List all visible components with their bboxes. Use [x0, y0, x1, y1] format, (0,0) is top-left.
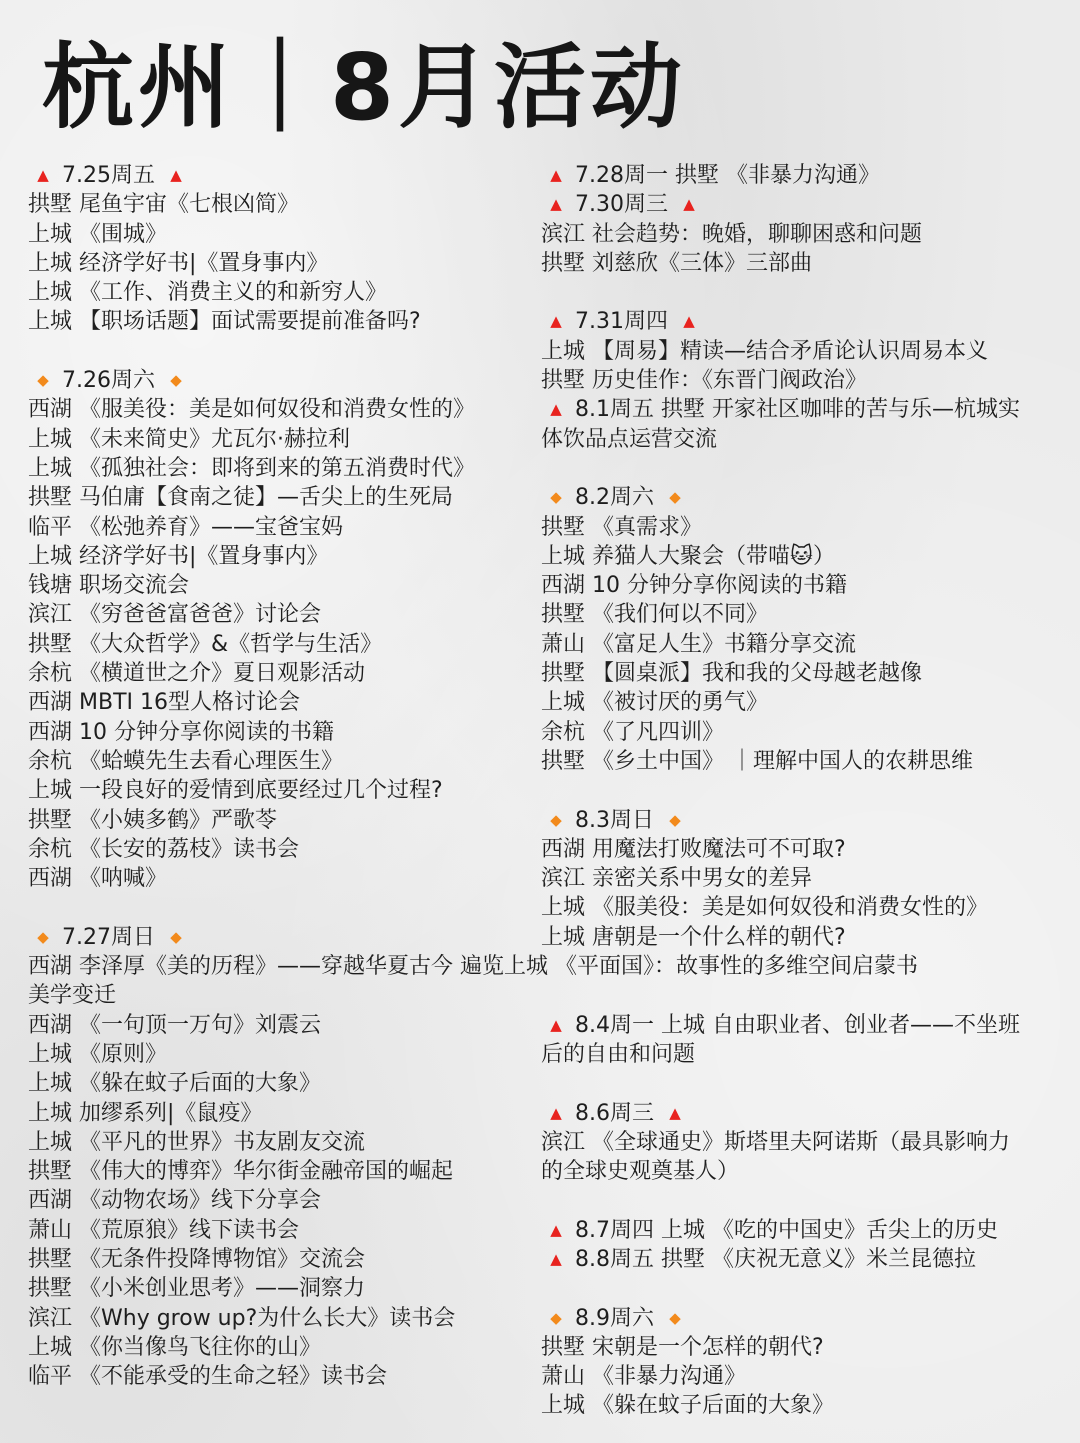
event-item: 上城 经济学好书|《置身事内》	[28, 543, 329, 569]
triangle-icon: ▲	[669, 1103, 681, 1122]
event-item: 上城 加缪系列|《鼠疫》	[28, 1100, 263, 1126]
event-item: 滨江 《穷爸爸富爸爸》讨论会	[28, 602, 321, 628]
diamond-icon: ◆	[37, 927, 49, 946]
triangle-icon: ▲	[550, 1249, 562, 1268]
date-header	[541, 161, 1061, 190]
event-item: 8.1周五 拱墅 开家社区咖啡的苦与乐—杭城实	[575, 397, 1020, 423]
date-label: 7.25周五	[62, 163, 155, 188]
event-item: 上城 《孤独社会：即将到来的第五消费时代》	[28, 455, 475, 481]
event-item: 西湖 用魔法打败魔法可不可取?	[541, 836, 846, 862]
event-item: 上城 《躲在蚊子后面的大象》	[541, 1393, 834, 1419]
event-item: 后的自由和问题	[541, 1041, 696, 1067]
triangle-icon: ▲	[550, 195, 562, 214]
diamond-icon: ◆	[37, 371, 49, 390]
event-item: 上城 一段良好的爱情到底要经过几个过程?	[28, 778, 443, 804]
event-item: 余杭 《长安的荔枝》读书会	[28, 836, 299, 862]
date-header	[28, 923, 540, 952]
event-item: 拱墅 《我们何以不同》	[541, 602, 768, 628]
date-header	[28, 366, 540, 395]
event-item: 上城 《服美役：美是如何奴役和消费女性的》	[541, 895, 988, 921]
event-list	[541, 1128, 1061, 1187]
event-item: 临平 《不能承受的生命之轻》读书会	[28, 1364, 387, 1390]
date-header	[541, 1304, 1061, 1333]
event-item: 钱塘 职场交流会	[28, 573, 189, 599]
event-item: 上城 《被讨厌的勇气》	[541, 690, 768, 716]
event-item: 上城 《平凡的世界》书友剧友交流	[28, 1129, 365, 1155]
event-item: 上城 《围城》	[28, 221, 167, 247]
event-item: 8.8周五 拱墅 《庆祝无意义》米兰昆德拉	[575, 1246, 976, 1272]
event-item: 西湖 《动物农场》线下分享会	[28, 1188, 321, 1214]
event-item: 拱墅 宋朝是一个怎样的朝代?	[541, 1334, 824, 1360]
event-item: 拱墅 【圆桌派】我和我的父母越老越像	[541, 661, 922, 687]
triangle-icon: ▲	[550, 312, 562, 331]
event-item: 拱墅 《小姨多鹤》严歌苓	[28, 807, 277, 833]
event-item: 上城 《躲在蚊子后面的大象》	[28, 1071, 321, 1097]
event-item: 上城 《未来简史》尤瓦尔·赫拉利	[28, 426, 350, 452]
event-item: 余杭 《蛤蟆先生去看心理医生》	[28, 748, 343, 774]
date-header	[541, 483, 1061, 512]
date-label: 8.2周六	[575, 485, 654, 511]
diamond-icon: ◆	[170, 927, 182, 946]
event-item: 上城 《你当像鸟飞往你的山》	[28, 1334, 321, 1360]
event-item: 西湖 MBTI 16型人格讨论会	[28, 690, 300, 716]
event-text: 上城 养猫人大聚会（带喵	[541, 543, 790, 569]
triangle-icon: ▲	[550, 1103, 562, 1122]
date-label: 8.9周六	[575, 1305, 654, 1331]
event-item: 西湖 10 分钟分享你阅读的书籍	[28, 719, 334, 745]
date-label: 7.30周三	[575, 192, 668, 218]
event-item: 西湖 李泽厚《美的历程》——穿越华夏古今 遍览上城 《平面国》：故事性的多维空间启蒙书	[28, 954, 918, 980]
event-list	[28, 395, 540, 893]
event-item: 西湖 《一句顶一万句》刘震云	[28, 1012, 321, 1038]
triangle-icon: ▲	[170, 166, 182, 184]
event-item: 滨江 社会趋势：晚婚，聊聊困惑和问题	[541, 221, 922, 247]
diamond-icon: ◆	[170, 371, 182, 390]
diamond-icon: ◆	[550, 810, 562, 829]
triangle-icon: ▲	[683, 312, 695, 331]
event-item: 8.7周四 上城 《吃的中国史》舌尖上的历史	[575, 1217, 998, 1243]
event-item: 拱墅 尾鱼宇宙《七根凶简》	[28, 192, 299, 218]
event-list	[541, 835, 1061, 952]
event-item: 体饮品点运营交流	[541, 426, 718, 452]
event-item: 美学变迁	[28, 983, 117, 1009]
event-item	[541, 542, 1061, 571]
date-label: 7.31周四	[575, 309, 668, 335]
event-item: 上城 唐朝是一个什么样的朝代?	[541, 924, 846, 950]
date-header	[28, 161, 540, 190]
event-item: 萧山 《荒原狼》线下读书会	[28, 1217, 299, 1243]
triangle-icon: ▲	[550, 1015, 562, 1034]
right-column	[541, 161, 1061, 1421]
event-list	[541, 513, 1061, 777]
date-header	[541, 1245, 1061, 1274]
date-label: 7.26周六	[62, 368, 155, 394]
cat-emoji-icon: 🐱	[790, 543, 813, 569]
date-label: 8.6周三	[575, 1100, 654, 1126]
event-item: 余杭 《横道世之介》夏日观影活动	[28, 661, 365, 687]
event-item: 拱墅 《无条件投降博物馆》交流会	[28, 1246, 365, 1272]
event-text-close: ）	[812, 543, 835, 569]
diamond-icon: ◆	[669, 810, 681, 829]
event-item: 萧山 《非暴力沟通》	[541, 1364, 746, 1390]
event-item: 滨江 《全球通史》斯塔里夫阿诺斯（最具影响力	[541, 1129, 1010, 1155]
event-item: 拱墅 《乡土中国》 ｜理解中国人的农耕思维	[541, 748, 973, 774]
event-item: 西湖 10 分钟分享你阅读的书籍	[541, 573, 847, 599]
event-item: 拱墅 马伯庸【食南之徒】—舌尖上的生死局	[28, 485, 453, 511]
event-item: 拱墅 《真需求》	[541, 514, 702, 540]
date-header	[541, 806, 1061, 835]
page-title: 杭州｜8月活动	[42, 34, 687, 141]
triangle-icon: ▲	[683, 195, 695, 214]
triangle-icon: ▲	[37, 166, 49, 184]
diamond-icon: ◆	[669, 1308, 681, 1327]
event-list	[28, 190, 540, 336]
event-item: 萧山 《富足人生》书籍分享交流	[541, 631, 856, 657]
triangle-icon: ▲	[550, 166, 562, 184]
date-header	[541, 1011, 1061, 1040]
event-item: 拱墅 历史佳作：《东晋门阀政治》	[541, 368, 867, 394]
event-item: 上城 【职场话题】面试需要提前准备吗?	[28, 309, 421, 335]
date-header	[541, 307, 1061, 336]
event-item: 拱墅 《伟大的博弈》华尔街金融帝国的崛起	[28, 1159, 453, 1185]
date-header	[541, 1216, 1061, 1245]
diamond-icon: ◆	[550, 488, 562, 507]
diamond-icon: ◆	[550, 1308, 562, 1327]
event-item: 的全球史观奠基人）	[541, 1159, 740, 1185]
event-list	[541, 220, 1061, 279]
event-item: 上城 【周易】精读—结合矛盾论认识周易本义	[541, 338, 988, 364]
event-item: 8.4周一 上城 自由职业者、创业者——不坐班	[575, 1012, 1020, 1038]
event-item: 拱墅 刘慈欣《三体》三部曲	[541, 250, 812, 276]
event-item: 临平 《松弛养育》——宝爸宝妈	[28, 514, 343, 540]
event-item: 拱墅 《大众哲学》&《哲学与生活》	[28, 631, 383, 657]
event-item: 西湖 《呐喊》	[28, 866, 167, 892]
date-label: 8.3周日	[575, 807, 654, 833]
date-header	[541, 1099, 1061, 1128]
event-item: 上城 《原则》	[28, 1041, 167, 1067]
diamond-icon: ◆	[669, 488, 681, 507]
event-item: 上城 经济学好书|《置身事内》	[28, 250, 329, 276]
event-list	[541, 337, 1061, 396]
triangle-icon: ▲	[550, 1220, 562, 1239]
event-list	[541, 1333, 1061, 1421]
event-item: 西湖 《服美役：美是如何奴役和消费女性的》	[28, 397, 475, 423]
event-item: 滨江 《Why grow up?为什么长大》读书会	[28, 1305, 456, 1331]
event-item: 拱墅 《小米创业思考》——洞察力	[28, 1276, 365, 1302]
event-item: 7.28周一 拱墅 《非暴力沟通》	[575, 163, 880, 188]
date-header	[541, 190, 1061, 219]
triangle-icon: ▲	[550, 400, 562, 419]
event-item: 上城 《工作、消费主义的和新穷人》	[28, 280, 387, 306]
event-item: 滨江 亲密关系中男女的差异	[541, 866, 812, 892]
event-item: 余杭 《了凡四训》	[541, 719, 724, 745]
date-label: 7.27周日	[62, 924, 155, 950]
date-header	[541, 395, 1061, 424]
